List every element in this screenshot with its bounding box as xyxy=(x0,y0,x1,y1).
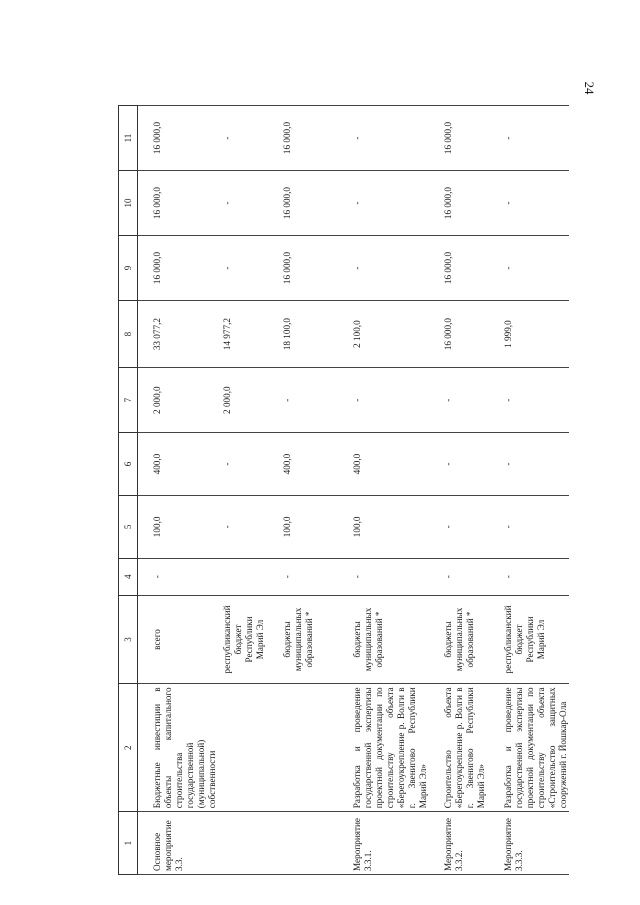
table-cell-col-10: 16 000,0 xyxy=(429,171,489,236)
table-cell-col-9: 16 000,0 xyxy=(138,236,219,301)
table-cell-col-7: - xyxy=(429,368,489,433)
table-cell-col-3: бюджеты муниципальных образований * xyxy=(429,595,489,684)
table-row xyxy=(489,106,569,875)
table-row xyxy=(278,106,338,875)
header-col-10: 10 xyxy=(119,171,138,236)
page-number: 24 xyxy=(582,81,597,95)
table-cell-col-5: - xyxy=(218,495,278,558)
header-col-3: 3 xyxy=(119,595,138,684)
table-cell-col-1: Основное мероприятие 3.3. xyxy=(138,812,219,875)
rotated-table-wrapper xyxy=(118,105,618,875)
header-col-5: 5 xyxy=(119,495,138,558)
table-cell-col-8: 1 999,0 xyxy=(489,301,569,368)
table-cell-col-5: 100,0 xyxy=(278,495,338,558)
table-cell-col-10: 16 000,0 xyxy=(278,171,338,236)
header-col-2: 2 xyxy=(119,684,138,812)
header-row xyxy=(119,106,138,875)
table-cell-col-9: 16 000,0 xyxy=(278,236,338,301)
table-cell-col-4: - xyxy=(278,558,338,595)
table-cell-col-2: Разработка и проведение государственной экспертизы проектной документации по строительству объекта «Берегоукрепление р. Волги в г. Звенигово Республики Марий Эл» xyxy=(338,684,429,812)
header-col-7: 7 xyxy=(119,368,138,433)
table-row xyxy=(338,106,429,875)
table-cell-col-7: - xyxy=(338,368,429,433)
table-cell-col-5: - xyxy=(429,495,489,558)
table-cell-col-4: - xyxy=(489,558,569,595)
table-cell-col-3: бюджеты муниципальных образований * xyxy=(338,595,429,684)
table-cell-col-6: 400,0 xyxy=(138,433,219,496)
table-cell-col-3: бюджеты муниципальных образований * xyxy=(278,595,338,684)
table-cell-col-7: - xyxy=(489,368,569,433)
table-cell-col-9: - xyxy=(489,236,569,301)
table-cell-col-4: - xyxy=(138,558,219,595)
table-cell-col-1: Мероприятие 3.3.2. xyxy=(429,812,489,875)
table-cell-col-9: 16 000,0 xyxy=(429,236,489,301)
table-cell-col-8: 33 077,2 xyxy=(138,301,219,368)
header-col-1: 1 xyxy=(119,812,138,875)
budget-table xyxy=(118,105,569,875)
table-cell-col-7: - xyxy=(278,368,338,433)
table-cell-col-9: - xyxy=(218,236,278,301)
table-cell-col-9: - xyxy=(338,236,429,301)
table-cell-col-11: - xyxy=(338,106,429,171)
table-cell-col-1: Мероприятие 3.3.1. xyxy=(338,812,429,875)
table-cell-col-8: 14 977,2 xyxy=(218,301,278,368)
header-col-8: 8 xyxy=(119,301,138,368)
table-cell-col-5: 100,0 xyxy=(338,495,429,558)
header-col-9: 9 xyxy=(119,236,138,301)
table-cell-col-6: - xyxy=(218,433,278,496)
table-row xyxy=(218,106,278,875)
table-cell-col-8: 18 100,0 xyxy=(278,301,338,368)
table-cell-col-10: 16 000,0 xyxy=(138,171,219,236)
table-cell-col-4 xyxy=(218,558,278,595)
header-col-11: 11 xyxy=(119,106,138,171)
table-cell-col-1 xyxy=(278,812,338,875)
header-col-4: 4 xyxy=(119,558,138,595)
table-cell-col-11: - xyxy=(489,106,569,171)
table-cell-col-10: - xyxy=(218,171,278,236)
table-cell-col-1: Мероприятие 3.3.3. xyxy=(489,812,569,875)
table-cell-col-10: - xyxy=(489,171,569,236)
table-cell-col-5: 100,0 xyxy=(138,495,219,558)
table-cell-col-8: 16 000,0 xyxy=(429,301,489,368)
table-cell-col-7: 2 000,0 xyxy=(138,368,219,433)
table-cell-col-6: 400,0 xyxy=(278,433,338,496)
table-cell-col-3: республиканский бюджет Республики Марий Эл xyxy=(489,595,569,684)
table-cell-col-2: Бюджетные инвестиции в объекты капитального строительства государственной (муниципальной) собственности xyxy=(138,684,219,812)
table-cell-col-2: Разработка и проведение государственной экспертизы проектной документации по строительству объекта «Строительство защитных сооружений г. Йошкар-Ола xyxy=(489,684,569,812)
table-cell-col-6: 400,0 xyxy=(338,433,429,496)
table-cell-col-2: Строительство объекта «Берегоукрепление р. Волги в г. Звенигово Республики Марий Эл» xyxy=(429,684,489,812)
table-body xyxy=(138,106,570,875)
table-cell-col-11: 16 000,0 xyxy=(278,106,338,171)
table-cell-col-10: - xyxy=(338,171,429,236)
table-cell-col-8: 2 100,0 xyxy=(338,301,429,368)
table-cell-col-6: - xyxy=(429,433,489,496)
table-cell-col-11: 16 000,0 xyxy=(138,106,219,171)
table-cell-col-1 xyxy=(218,812,278,875)
table-cell-col-3: республиканский бюджет Республики Марий Эл xyxy=(218,595,278,684)
table-cell-col-7: 2 000,0 xyxy=(218,368,278,433)
table-cell-col-2 xyxy=(218,684,278,812)
table-row xyxy=(138,106,219,875)
table-cell-col-2 xyxy=(278,684,338,812)
table-cell-col-4: - xyxy=(429,558,489,595)
table-header xyxy=(119,106,138,875)
table-cell-col-11: 16 000,0 xyxy=(429,106,489,171)
table-cell-col-4: - xyxy=(338,558,429,595)
header-col-6: 6 xyxy=(119,433,138,496)
table-cell-col-6: - xyxy=(489,433,569,496)
table-row xyxy=(429,106,489,875)
table-cell-col-11: - xyxy=(218,106,278,171)
table-cell-col-5: - xyxy=(489,495,569,558)
table-cell-col-3: всего xyxy=(138,595,219,684)
